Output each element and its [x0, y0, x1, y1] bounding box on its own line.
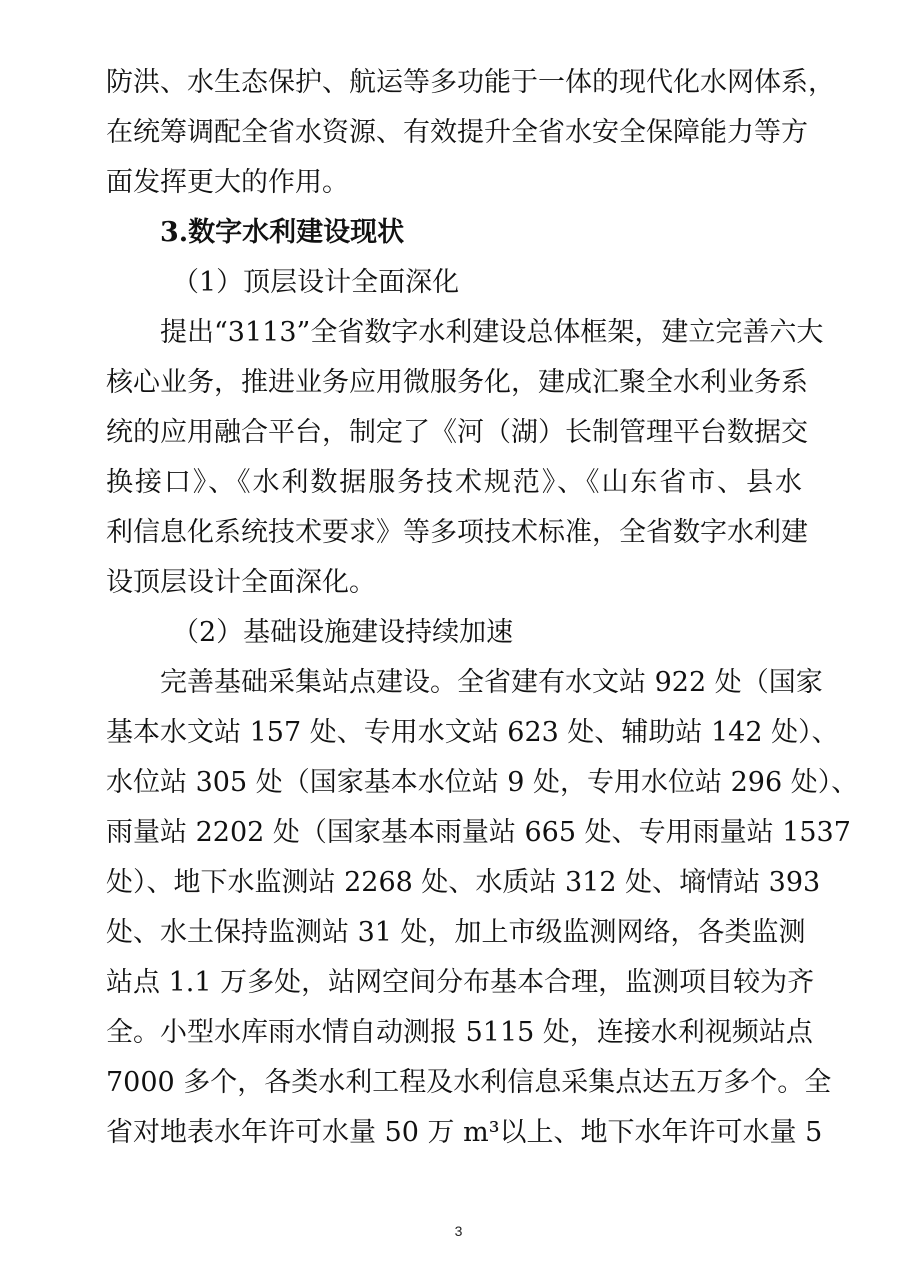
body-text-line: 防洪、水生态保护、航运等多功能于一体的现代化水网体系， — [106, 67, 835, 98]
body-text-line: 设顶层设计全面深化。 — [106, 567, 376, 598]
body-text-line: 处）、地下水监测站 2268 处、水质站 312 处、墒情站 393 — [106, 867, 821, 898]
body-text-line: 省对地表水年许可水量 50 万 m³以上、地下水年许可水量 5 — [106, 1117, 823, 1148]
body-text-line: 提出“3113”全省数字水利建设总体框架，建立完善六大 — [160, 317, 824, 348]
section-heading: 3.数字水利建设现状 — [160, 217, 405, 248]
subsection-heading: （1）顶层设计全面深化 — [172, 267, 460, 298]
body-text-line: 雨量站 2202 处（国家基本雨量站 665 处、专用雨量站 1537 — [106, 817, 851, 848]
body-text-line: 站点 1.1 万多处，站网空间分布基本合理，监测项目较为齐 — [106, 967, 815, 998]
body-text-line: 统的应用融合平台，制定了《河（湖）长制管理平台数据交 — [106, 417, 808, 448]
body-text-line: 处、水土保持监测站 31 处，加上市级监测网络，各类监测 — [106, 917, 806, 948]
subsection-heading: （2）基础设施建设持续加速 — [172, 617, 514, 648]
body-text-line: 7000 多个，各类水利工程及水利信息采集点达五万多个。全 — [106, 1067, 832, 1098]
body-text-line: 全。小型水库雨水情自动测报 5115 处，连接水利视频站点 — [106, 1017, 813, 1048]
body-text-line: 在统筹调配全省水资源、有效提升全省水安全保障能力等方 — [106, 117, 808, 148]
page-number: 3 — [454, 1223, 463, 1239]
body-text-line: 水位站 305 处（国家基本水位站 9 处，专用水位站 296 处）、 — [106, 767, 859, 798]
body-text-line: 完善基础采集站点建设。全省建有水文站 922 处（国家 — [160, 667, 823, 698]
body-text-line: 核心业务，推进业务应用微服务化，建成汇聚全水利业务系 — [106, 367, 808, 398]
body-text-line: 面发挥更大的作用。 — [106, 167, 349, 198]
body-text-line: 基本水文站 157 处、专用水文站 623 处、辅助站 142 处）、 — [106, 717, 839, 748]
body-text-line: 换接口》、《水利数据服务技术规范》、《山东省市、县水 — [106, 467, 802, 498]
body-text-line: 利信息化系统技术要求》等多项技术标准，全省数字水利建 — [106, 517, 808, 548]
